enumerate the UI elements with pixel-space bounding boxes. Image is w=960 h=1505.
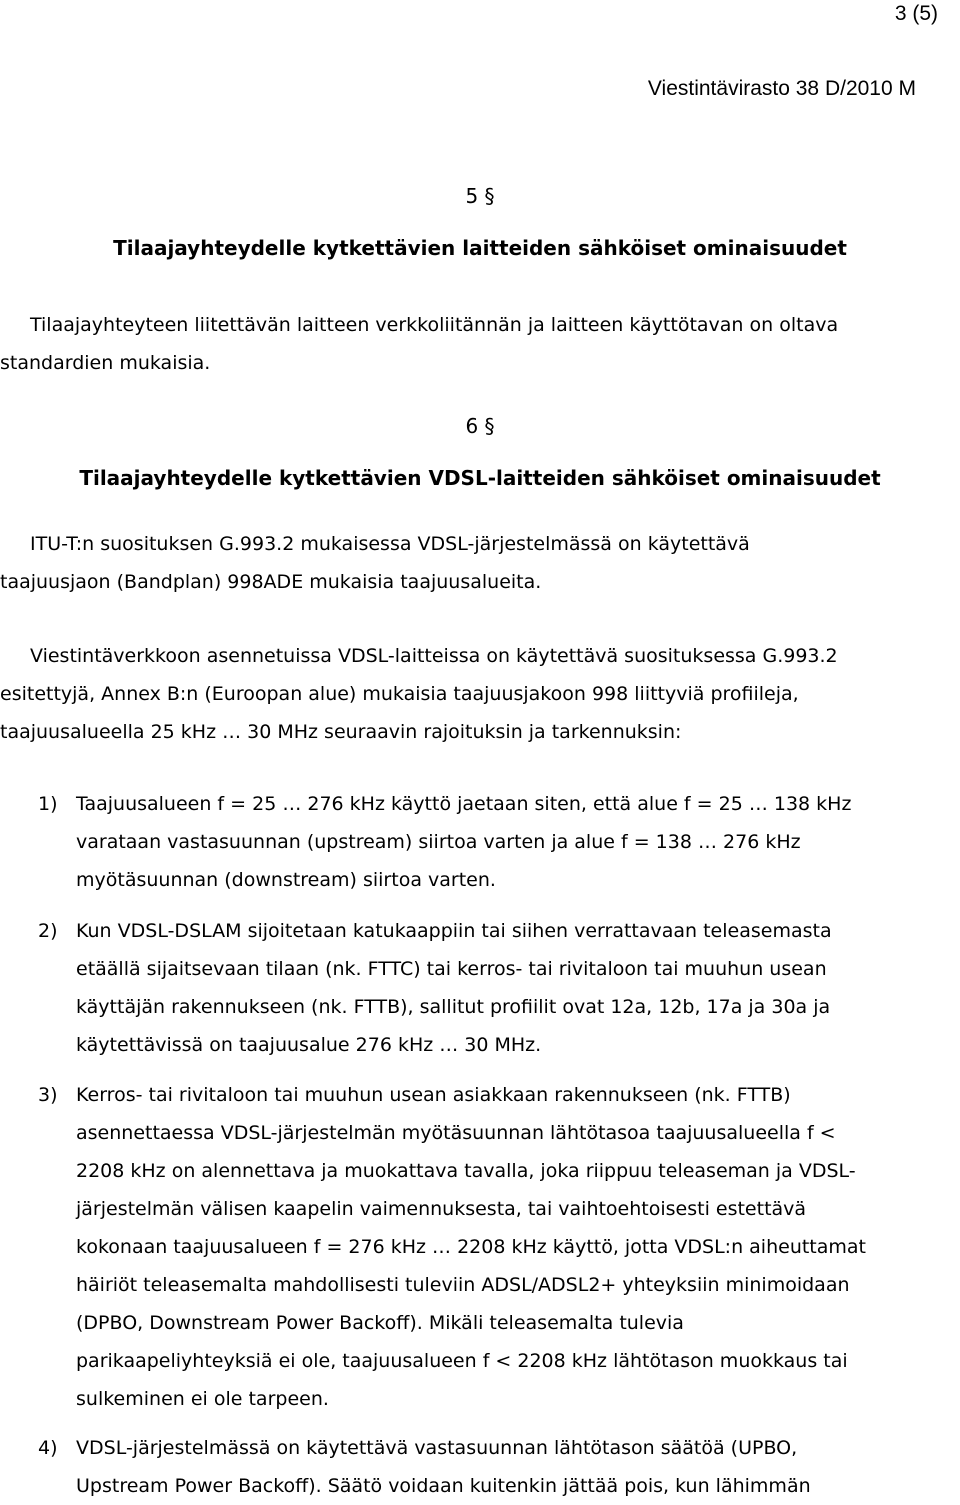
list-line: häiriöt teleasemalta mahdollisesti tuleviin ADSL/ADSL2+ yhteyksiin minimoidaan bbox=[76, 1274, 850, 1296]
paragraph-line: standardien mukaisia. bbox=[0, 352, 211, 374]
section-6-paragraph-1-cont bbox=[0, 563, 960, 601]
section-6-paragraph-1 bbox=[30, 525, 960, 563]
list-line: etäällä sijaitsevaan tilaan (nk. FTTC) tai kerros- tai rivitaloon tai muuhun usean bbox=[76, 958, 827, 980]
list-line: varataan vastasuunnan (upstream) siirtoa varten ja alue f = 138 … 276 kHz bbox=[76, 831, 801, 853]
list-line: Kun VDSL-DSLAM sijoitetaan katukaappiin tai siihen verrattavaan teleasemasta bbox=[76, 920, 832, 942]
page-number: 3 (5) bbox=[894, 2, 938, 25]
list-item-text bbox=[76, 912, 832, 1064]
list-line: Kerros- tai rivitaloon tai muuhun usean asiakkaan rakennukseen (nk. FTTB) bbox=[76, 1084, 791, 1106]
list-line: käyttäjän rakennukseen (nk. FTTB), sallitut profiilit ovat 12a, 12b, 17a ja 30a ja bbox=[76, 996, 831, 1018]
paragraph-line: Tilaajayhteyteen liitettävän laitteen verkkoliitännän ja laitteen käyttötavan on oltava bbox=[30, 314, 839, 336]
paragraph-line: ITU-T:n suosituksen G.993.2 mukaisessa VDSL-järjestelmässä on käytettävä bbox=[30, 533, 750, 555]
list-line: kokonaan taajuusalueen f = 276 kHz … 2208 kHz käyttö, jotta VDSL:n aiheuttamat bbox=[76, 1236, 867, 1258]
list-line: (DPBO, Downstream Power Backoff). Mikäli teleasemalta tulevia bbox=[76, 1312, 684, 1334]
section-5-number: 5 § bbox=[465, 184, 495, 208]
list-line: sulkeminen ei ole tarpeen. bbox=[76, 1388, 329, 1410]
list-item-number: 1) bbox=[38, 793, 58, 815]
list-item-number: 3) bbox=[38, 1084, 58, 1106]
list-item-number: 2) bbox=[38, 920, 58, 942]
section-5-title: Tilaajayhteydelle kytkettävien laitteiden sähköiset ominaisuudet bbox=[113, 236, 847, 260]
section-6-title: Tilaajayhteydelle kytkettävien VDSL-laitteiden sähköiset ominaisuudet bbox=[79, 466, 881, 490]
document-reference: Viestintävirasto 38 D/2010 M bbox=[647, 77, 916, 100]
list-line: järjestelmän välisen kaapelin vaimennuksesta, tai vaihtoehtoisesti estettävä bbox=[76, 1198, 807, 1220]
list-line: Upstream Power Backoff). Säätö voidaan kuitenkin jättää pois, kun lähimmän bbox=[76, 1475, 811, 1497]
section-5-paragraph-cont bbox=[0, 344, 960, 382]
list-line: parikaapeliyhteyksiä ei ole, taajuusalueen f < 2208 kHz lähtötason muokkaus tai bbox=[76, 1350, 848, 1372]
list-item-text bbox=[76, 1429, 811, 1505]
paragraph-line: esitettyjä, Annex B:n (Euroopan alue) mukaisia taajuusjakoon 998 liittyviä profiileja, bbox=[0, 683, 799, 705]
paragraph-line: taajuusalueella 25 kHz … 30 MHz seuraavin rajoituksin ja tarkennuksin: bbox=[0, 721, 682, 743]
list-line: myötäsuunnan (downstream) siirtoa varten. bbox=[76, 869, 496, 891]
paragraph-line: taajuusjaon (Bandplan) 998ADE mukaisia taajuusalueita. bbox=[0, 571, 542, 593]
list-item-number: 4) bbox=[38, 1437, 58, 1459]
list-line: asennettaessa VDSL-järjestelmän myötäsuunnan lähtötasoa taajuusalueella f < bbox=[76, 1122, 836, 1144]
list-line: käytettävissä on taajuusalue 276 kHz … 30 MHz. bbox=[76, 1034, 542, 1056]
list-line: VDSL-järjestelmässä on käytettävä vastasuunnan lähtötason säätöä (UPBO, bbox=[76, 1437, 798, 1459]
paragraph-line: Viestintäverkkoon asennetuissa VDSL-laitteissa on käytettävä suosituksessa G.993.2 bbox=[30, 645, 838, 667]
list-line: Taajuusalueen f = 25 … 276 kHz käyttö jaetaan siten, että alue f = 25 … 138 kHz bbox=[76, 793, 852, 815]
list-item-text bbox=[76, 1076, 866, 1418]
list-line: 2208 kHz on alennettava ja muokattava tavalla, joka riippuu teleaseman ja VDSL- bbox=[76, 1160, 856, 1182]
section-6-paragraph-2 bbox=[30, 637, 960, 675]
section-6-paragraph-2-cont bbox=[0, 675, 960, 751]
section-6-number: 6 § bbox=[465, 414, 495, 438]
list-item-text bbox=[76, 785, 851, 899]
section-5-paragraph bbox=[30, 306, 960, 344]
